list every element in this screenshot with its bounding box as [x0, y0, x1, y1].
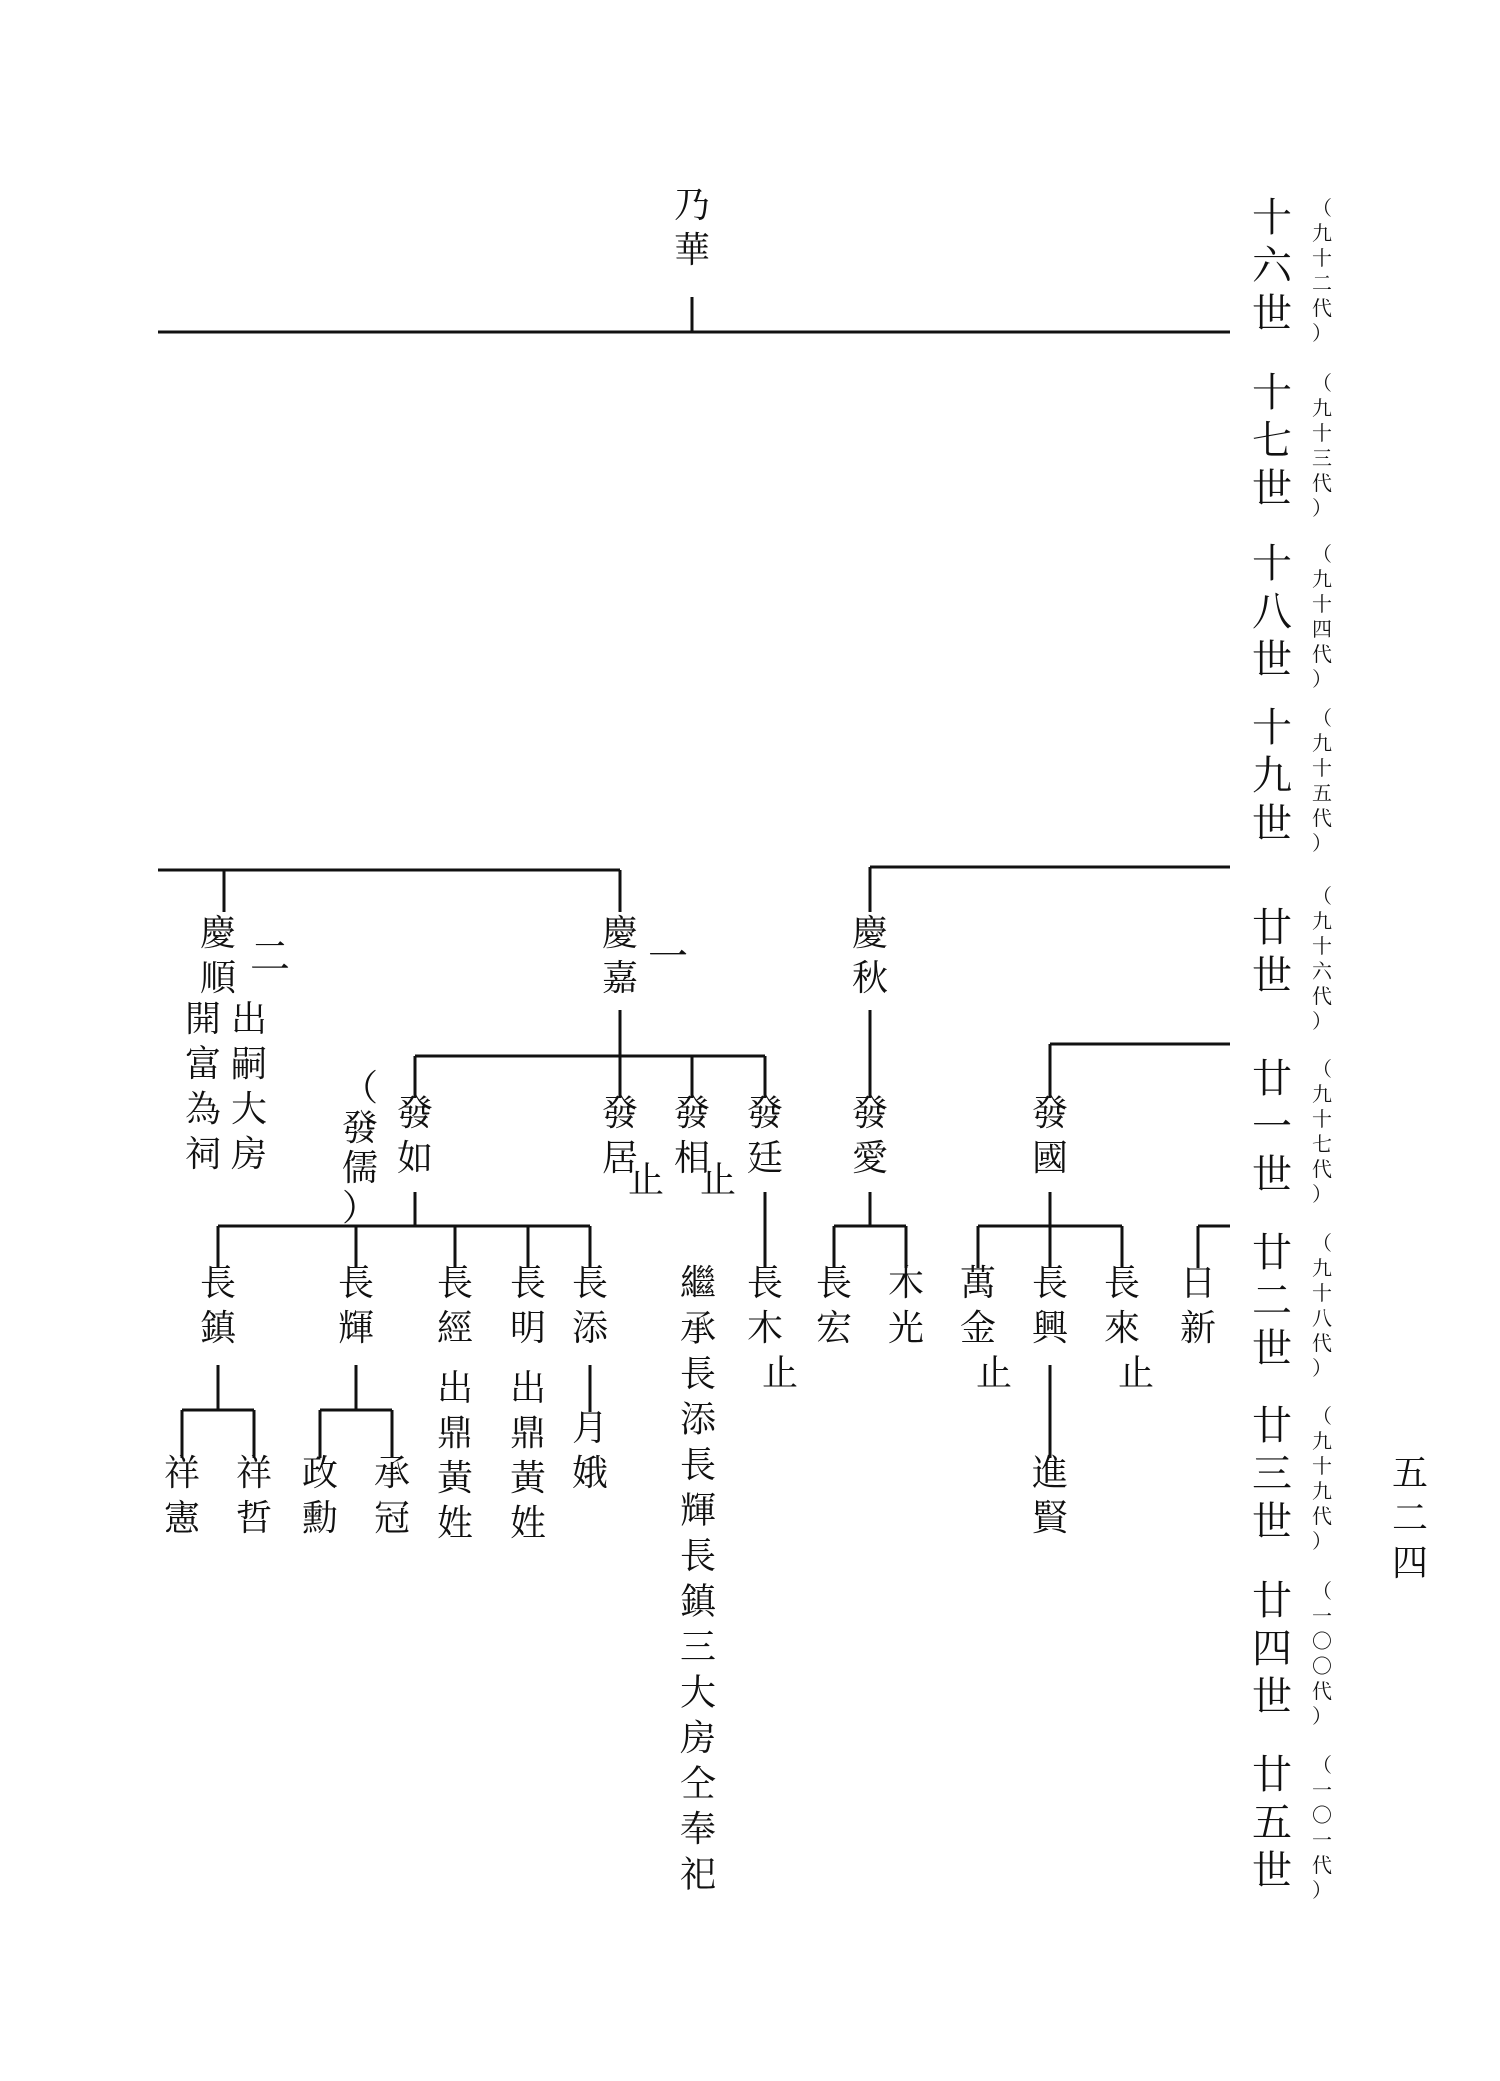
- generation-labels: [1252, 195, 1333, 1902]
- person-jinxian: 進賢: [1031, 1453, 1069, 1539]
- era-count-16: （九十二代）: [1312, 196, 1332, 345]
- person-changhong: 長宏: [815, 1263, 853, 1349]
- generation-17: 十七世: [1252, 370, 1292, 512]
- person-naihua: 乃華: [673, 185, 711, 271]
- qingshun-note-adopted-out: 出嗣大房: [230, 999, 268, 1175]
- era-count-21: （九十七代）: [1312, 1057, 1332, 1206]
- era-count-23: （九十九代）: [1312, 1404, 1332, 1553]
- person-wanjin: 萬金: [959, 1263, 997, 1349]
- person-changtian: 長添: [571, 1263, 609, 1349]
- person-faguo: 發國: [1031, 1093, 1069, 1179]
- person-changhui: 長輝: [337, 1263, 375, 1349]
- faxiang-ended-note: 止: [699, 1160, 737, 1201]
- person-nodes: [164, 185, 1428, 1896]
- succession-note: 繼承長添長輝長鎮三大房仝奉祀: [679, 1263, 717, 1896]
- person-yuee: 月娥: [571, 1408, 609, 1494]
- person-qingqiu: 慶秋: [851, 913, 889, 999]
- era-count-20: （九十六代）: [1312, 884, 1332, 1033]
- faju-ended-note: 止: [627, 1160, 665, 1201]
- person-faxiang: 發相: [673, 1093, 711, 1179]
- generation-20: 廿世: [1252, 905, 1292, 999]
- qingshun-note-ancestral-hall: 開富為祠: [184, 999, 222, 1175]
- changlai-ended-note: 止: [1117, 1353, 1155, 1394]
- person-changming: 長明: [509, 1263, 547, 1349]
- person-changzhen: 長鎮: [199, 1263, 237, 1349]
- person-chengguan: 承冠: [373, 1453, 411, 1539]
- wanjin-ended-note: 止: [975, 1353, 1013, 1394]
- person-qingshun: 慶順: [199, 913, 237, 999]
- era-count-24: （一〇〇代）: [1312, 1579, 1332, 1728]
- person-faru: 發如: [396, 1093, 434, 1179]
- era-count-19: （九十五代）: [1312, 706, 1332, 855]
- era-count-22: （九十八代）: [1312, 1231, 1332, 1380]
- generation-23: 廿三世: [1252, 1403, 1292, 1545]
- era-count-17: （九十三代）: [1312, 371, 1332, 520]
- qingshun-birth-order: 二: [250, 934, 290, 980]
- person-changjing: 長經: [436, 1263, 474, 1349]
- person-faru-alias: （發儒）: [341, 1068, 379, 1229]
- person-qingjia: 慶嘉: [601, 913, 639, 999]
- generation-25: 廿五世: [1252, 1752, 1292, 1894]
- page-number: 五二四: [1391, 1453, 1429, 1584]
- generation-24: 廿四世: [1252, 1578, 1292, 1720]
- person-faju: 發居: [601, 1093, 639, 1179]
- generation-18: 十八世: [1252, 541, 1292, 683]
- person-muguang: 木光: [887, 1263, 925, 1349]
- era-count-25: （一〇一代）: [1312, 1753, 1332, 1902]
- person-xiangxian: 祥憲: [163, 1453, 201, 1539]
- person-changmu: 長木: [746, 1263, 784, 1349]
- person-changxing: 長興: [1031, 1263, 1069, 1349]
- generation-22: 廿二世: [1252, 1230, 1292, 1372]
- generation-19: 十九世: [1252, 705, 1292, 847]
- person-fating: 發廷: [746, 1093, 784, 1179]
- generation-16: 十六世: [1252, 195, 1292, 337]
- changjing-note: 出鼎黃姓: [436, 1368, 474, 1544]
- qingjia-birth-order: 一: [648, 934, 688, 980]
- person-changlai: 長來: [1103, 1263, 1141, 1349]
- person-faai: 發愛: [851, 1093, 889, 1179]
- person-rixin: 日新: [1179, 1263, 1217, 1349]
- era-count-18: （九十四代）: [1312, 542, 1332, 691]
- person-xiangzhe: 祥哲: [235, 1453, 273, 1539]
- changmu-ended-note: 止: [761, 1353, 799, 1394]
- person-zhengxun: 政勳: [301, 1453, 339, 1539]
- changming-note: 出鼎黃姓: [509, 1368, 547, 1544]
- generation-21: 廿一世: [1252, 1056, 1292, 1198]
